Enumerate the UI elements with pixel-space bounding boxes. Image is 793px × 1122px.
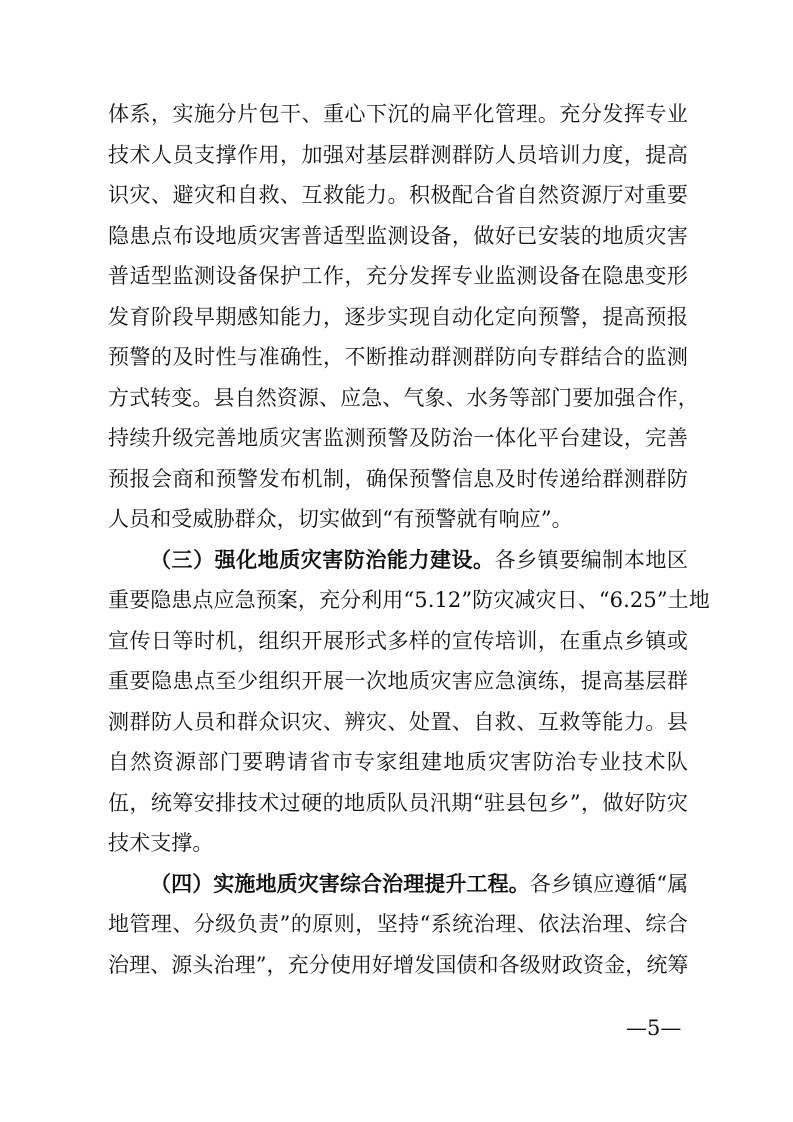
section-3-intro: 各乡镇要编制本地区 <box>494 547 688 572</box>
text-line: 发育阶段早期感知能力，逐步实现自动化定向预警，提高预报 <box>108 304 688 329</box>
text-line <box>108 540 688 581</box>
text-line: 技术支撑。 <box>108 831 214 855</box>
text-line: 预警的及时性与准确性，不断推动群测群防向专群结合的监测 <box>108 345 688 369</box>
text-line: 测群防人员和群众识灾、辨灾、处置、自救、互救等能力。县 <box>108 709 688 734</box>
text-line: 重要隐患点至少组织开展一次地质灾害应急演练，提高基层群 <box>108 669 688 693</box>
text-line: 普适型监测设备保护工作，充分发挥专业监测设备在隐患变形 <box>108 264 688 288</box>
body-text <box>108 94 710 985</box>
text-line <box>108 864 688 905</box>
text-line: 人员和受威胁群众，切实做到“有预警就有响应”。 <box>108 507 573 531</box>
page-number: —5— <box>626 1016 682 1040</box>
text-line: 地管理、分级负责”的原则，坚持“系统治理、依法治理、综合 <box>108 912 688 936</box>
text-line: 识灾、避灾和自救、互救能力。积极配合省自然资源厅对重要 <box>108 183 688 207</box>
text-line: 伍，统筹安排技术过硬的地质队员汛期“驻县包乡”，做好防灾 <box>108 790 688 815</box>
text-line: 预报会商和预警发布机制，确保预警信息及时传递给群测群防 <box>108 466 688 491</box>
text-line: 体系，实施分片包干、重心下沉的扁平化管理。充分发挥专业 <box>108 102 688 126</box>
text-line: 方式转变。县自然资源、应急、气象、水务等部门要加强合作， <box>108 385 699 410</box>
text-line: 持续升级完善地质灾害监测预警及防治一体化平台建设，完善 <box>108 426 688 450</box>
text-line: 自然资源部门要聘请省市专家组建地质灾害防治专业技术队 <box>108 750 688 774</box>
section-3-heading: （三）强化地质灾害防治能力建设。 <box>150 546 495 572</box>
paragraph-section-4 <box>108 864 688 986</box>
text-line: 隐患点布设地质灾害普适型监测设备，做好已安装的地质灾害 <box>108 223 688 248</box>
text-line: 宣传日等时机，组织开展形式多样的宣传培训，在重点乡镇或 <box>108 628 688 653</box>
section-4-intro: 各乡镇应遵循“属 <box>529 871 689 896</box>
paragraph-monitoring <box>108 94 699 540</box>
text-line: 重要隐患点应急预案，充分利用“5.12”防灾减灾日、“6.25”土地 <box>108 588 710 612</box>
text-line: 技术人员支撑作用，加强对基层群测群防人员培训力度，提高 <box>108 142 688 167</box>
section-4-heading: （四）实施地质灾害综合治理提升工程。 <box>150 870 530 896</box>
paragraph-section-3 <box>108 540 710 864</box>
text-line: 治理、源头治理”，充分使用好增发国债和各级财政资金，统筹 <box>108 952 689 977</box>
